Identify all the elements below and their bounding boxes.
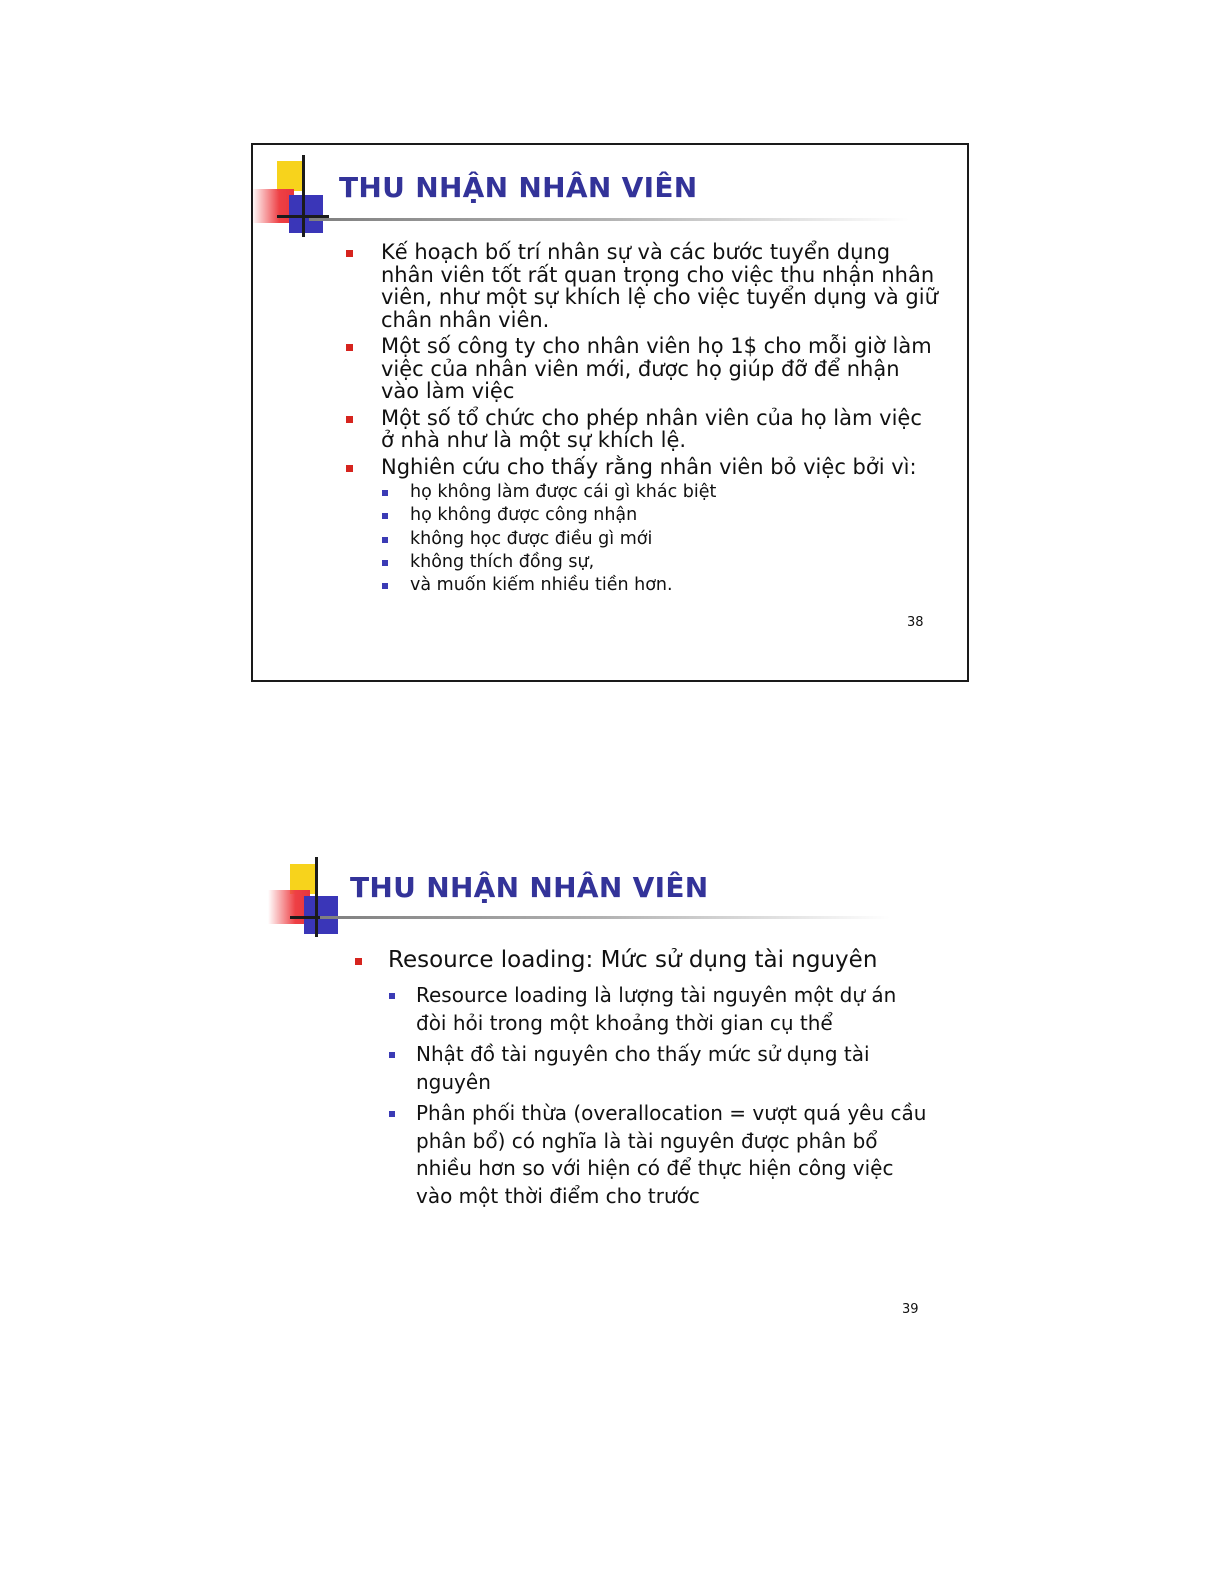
- title-underline: [320, 916, 890, 919]
- sub-list-item: Nhật đồ tài nguyên cho thấy mức sử dụng tài nguyên: [416, 1041, 928, 1096]
- red-bullet-icon: [346, 344, 353, 351]
- list-item: Kế hoạch bố trí nhân sự và các bước tuyển dụng nhân viên tốt rất quan trọng cho việc thu nhận nhân viên, như một sự khích lệ cho việc tuyển dụng và giữ chân nhân viên.: [381, 241, 941, 331]
- bullet-list: [388, 946, 928, 1214]
- sub-bullet-list: [416, 982, 928, 1210]
- sub-list-item: họ không làm được cái gì khác biệt: [410, 481, 941, 504]
- title-underline: [309, 218, 909, 221]
- blue-bullet-icon: [382, 490, 388, 496]
- blue-bullet-icon: [382, 583, 388, 589]
- list-item: Nghiên cứu cho thấy rằng nhân viên bỏ việc bởi vì: họ không làm được cái gì khác biệt họ không được công nhận không học được điều gì mới không thích đồng sự, và muốn kiếm nhiều tiền hơn.: [381, 456, 941, 598]
- slide-logo-icon: [270, 858, 350, 938]
- blue-bullet-icon: [389, 1052, 395, 1058]
- blue-bullet-icon: [382, 537, 388, 543]
- sub-list-item: Phân phối thừa (overallocation = vượt quá yêu cầu phân bổ) có nghĩa là tài nguyên được phân bổ nhiều hơn so với hiện có để thực hiện công việc vào một thời điểm cho trước: [416, 1100, 928, 1210]
- sub-list-item: không học được điều gì mới: [410, 528, 941, 551]
- blue-bullet-icon: [389, 993, 395, 999]
- slide-title: THU NHẬN NHÂN VIÊN: [350, 871, 709, 904]
- page-number: 39: [902, 1302, 919, 1317]
- sub-list-item: và muốn kiếm nhiều tiền hơn.: [410, 574, 941, 597]
- sub-list-item: Resource loading là lượng tài nguyên một dự án đòi hỏi trong một khoảng thời gian cụ thể: [416, 982, 928, 1037]
- blue-bullet-icon: [389, 1111, 395, 1117]
- red-bullet-icon: [355, 958, 362, 965]
- slide-38: [251, 143, 969, 682]
- sub-list-item: họ không được công nhận: [410, 504, 941, 527]
- slide-title: THU NHẬN NHÂN VIÊN: [339, 171, 698, 204]
- sub-bullet-list: [410, 481, 941, 597]
- list-item: Một số tổ chức cho phép nhân viên của họ làm việc ở nhà như là một sự khích lệ.: [381, 407, 941, 452]
- blue-bullet-icon: [382, 560, 388, 566]
- bullet-list: [381, 241, 941, 601]
- red-bullet-icon: [346, 250, 353, 257]
- slide-logo-icon: [253, 157, 333, 237]
- blue-bullet-icon: [382, 513, 388, 519]
- list-item: Resource loading: Mức sử dụng tài nguyên Resource loading là lượng tài nguyên một dự án đòi hỏi trong một khoảng thời gian cụ thể Nhật đồ tài nguyên cho thấy mức sử dụng tài nguyên Phân phối thừa (overallocation = vượt quá yêu cầu phân bổ) có nghĩa là tài nguyên được phân bổ nhiều hơn so với hiện có để thực hiện công việc vào một thời điểm cho trước: [388, 946, 928, 1210]
- page-number: 38: [907, 615, 924, 630]
- sub-list-item: không thích đồng sự,: [410, 551, 941, 574]
- list-item: Một số công ty cho nhân viên họ 1$ cho mỗi giờ làm việc của nhân viên mới, được họ giúp đỡ để nhận vào làm việc: [381, 335, 941, 403]
- red-bullet-icon: [346, 465, 353, 472]
- slide-39: [262, 858, 942, 1338]
- red-bullet-icon: [346, 416, 353, 423]
